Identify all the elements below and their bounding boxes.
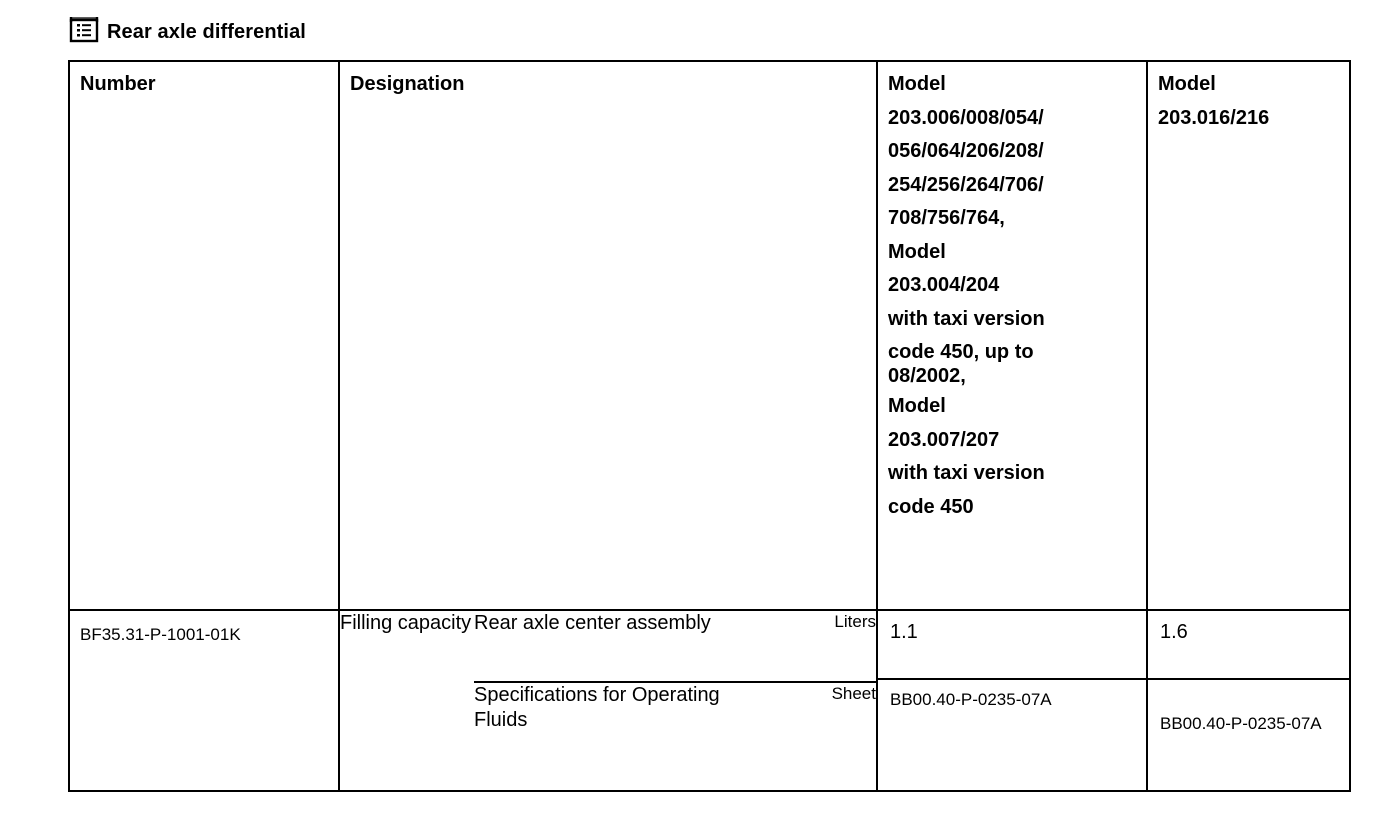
value-sheet-model-a: BB00.40-P-0235-07A: [890, 690, 1052, 709]
row-number: BF35.31-P-1001-01K: [69, 610, 339, 791]
item-description: Rear axle center assembly: [474, 612, 711, 634]
header-model-a-line: 056/064/206/208/: [888, 140, 1044, 162]
value-capacity-model-a: 1.1: [878, 611, 1146, 680]
item-unit: Sheet: [772, 682, 876, 783]
header-model-b: [1147, 61, 1350, 610]
header-model-a-line: 203.004/204: [888, 274, 1000, 296]
specification-table: [68, 60, 1351, 792]
value-capacity-model-b: 1.6: [1148, 611, 1349, 680]
header-model-a-line: 08/2002,: [888, 365, 966, 387]
header-model-a-line: with taxi version: [888, 307, 1045, 330]
header-model-a-line: 203.007/207: [888, 428, 1000, 451]
header-model-a-line: Model: [888, 73, 946, 95]
header-number: Number: [69, 61, 339, 610]
filling-capacity-label: Filling capacity: [340, 612, 472, 634]
row-designation: [339, 610, 877, 791]
section-heading: [69, 12, 306, 46]
header-row: [69, 61, 1350, 610]
row-values-model-a: [877, 610, 1147, 791]
subrow-center-assembly: [340, 611, 876, 682]
page-title: Rear axle differential: [107, 20, 306, 43]
header-model-a-line: Model: [888, 240, 946, 263]
header-model-b-line: 203.016/216: [1158, 106, 1270, 129]
header-model-a-line: 203.006/008/054/: [888, 106, 1044, 129]
row-values-model-b: [1147, 610, 1350, 791]
header-model-a-line: 254/256/264/706/: [888, 173, 1044, 196]
header-model-b-line: Model: [1158, 73, 1216, 95]
value-sheet-model-b: BB00.40-P-0235-07A: [1160, 714, 1322, 733]
header-model-a-line: 708/756/764,: [888, 207, 1005, 229]
header-designation: Designation: [339, 61, 877, 610]
header-model-a-line: code 450: [888, 495, 974, 518]
header-model-a-line: Model: [888, 395, 946, 417]
designation-subtable: [340, 611, 876, 783]
item-description: Specifications for Operating Fluids: [474, 682, 772, 783]
header-model-a: [877, 61, 1147, 610]
header-model-a-line: with taxi version: [888, 462, 1045, 484]
item-unit: Liters: [834, 612, 876, 631]
document-list-icon: [69, 14, 101, 44]
table-row: [69, 610, 1350, 791]
header-model-a-line: code 450, up to: [888, 341, 1034, 363]
